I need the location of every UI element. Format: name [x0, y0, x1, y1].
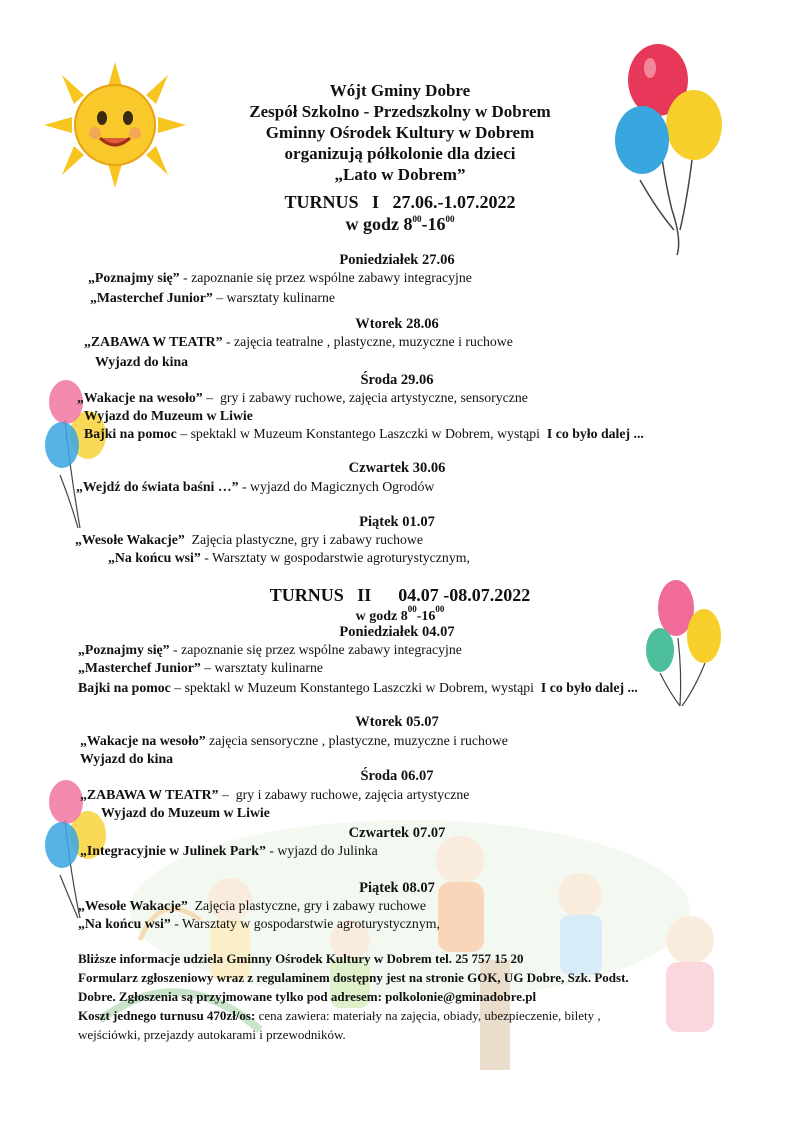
activity-title: „Integracyjnie w Julinek Park” — [80, 843, 266, 858]
activity-line — [75, 532, 423, 548]
activity-title: „Masterchef Junior” — [90, 290, 213, 305]
activity-description: – warsztaty kulinarne — [200, 660, 323, 675]
activity-title: „ZABAWA W TEATR” — [80, 787, 219, 802]
activity-title: „Wesołe Wakacje” — [78, 898, 188, 913]
activity-line — [108, 550, 470, 566]
turnus-2-hours: w godz $8^{00}-16^{00}$ — [355, 604, 445, 624]
activity-description: – gry i zabawy ruchowe, zajęcia artystyczne — [218, 787, 470, 802]
activity-description: - zapoznanie się przez wspólne zabawy integracyjne — [179, 270, 472, 285]
activity-title: „Masterchef Junior” — [78, 660, 201, 675]
footer-form-info: Formularz zgłoszeniowy wraz z regulaminem dostępny jest na stronie GOK, UG Dobre, Szk. Podst. — [78, 970, 629, 985]
activity-line — [78, 660, 323, 676]
activity-line — [78, 898, 426, 914]
activity-line — [88, 270, 472, 286]
activity-line — [80, 787, 469, 803]
day-heading: Piątek 01.07 — [359, 514, 435, 530]
activity-line — [84, 426, 644, 442]
day-heading: Wtorek 05.07 — [355, 714, 439, 730]
activity-description: - wyjazd do Magicznych Ogrodów — [238, 479, 435, 494]
activity-line — [80, 751, 173, 767]
activity-title: „Na końcu wsi” — [108, 550, 201, 565]
turnus-2-title: TURNUS II 04.07 -08.07.2022 — [269, 585, 531, 605]
balloons-icon — [640, 578, 730, 708]
activity-description: – gry i zabawy ruchowe, zajęcia artystyczne, sensoryczne — [202, 390, 528, 405]
activity-title: Bajki na pomoc — [84, 426, 177, 441]
activity-title: „Wejdź do świata baśni …” — [76, 479, 239, 494]
activity-description: - Warsztaty w gospodarstwie agroturystycznym, — [170, 916, 440, 931]
footer-contact: Bliższe informacje udziela Gminny Ośrodek Kultury w Dobrem tel. 25 757 15 20 — [78, 951, 524, 966]
activity-line — [78, 916, 440, 932]
header-program-name: „Lato w Dobrem” — [334, 165, 466, 184]
activity-title: „Poznajmy się” — [78, 642, 170, 657]
activity-line — [84, 408, 253, 424]
header-organizer-3: Gminny Ośrodek Kultury w Dobrem — [265, 123, 535, 142]
footer-cost-details: wejściówki, przejazdy autokarami i przewodników. — [78, 1027, 346, 1042]
activity-title: „ZABAWA W TEATR” — [84, 334, 223, 349]
activity-title: Bajki na pomoc — [78, 680, 171, 695]
activity-line — [101, 805, 270, 821]
footer-cost: Koszt jednego turnusu 470zł/os: cena zawiera: materiały na zajęcia, obiady, ubezpieczenie, bilety , — [78, 1008, 601, 1023]
activity-line — [78, 642, 462, 658]
header-subtitle: organizują półkolonie dla dzieci — [284, 144, 516, 163]
activity-title: „Wakacje na wesoło” — [77, 390, 203, 405]
activity-title: „Poznajmy się” — [88, 270, 180, 285]
activity-title: Wyjazd do kina — [80, 751, 174, 766]
day-heading: Wtorek 28.06 — [355, 316, 439, 332]
activity-description: - Warsztaty w gospodarstwie agroturystycznym, — [200, 550, 470, 565]
activity-title: Wyjazd do kina — [95, 354, 189, 369]
day-heading: Środa 29.06 — [360, 372, 434, 388]
activity-description: zajęcia sensoryczne , plastyczne, muzyczne i ruchowe — [205, 733, 508, 748]
day-heading: Czwartek 30.06 — [348, 460, 446, 476]
day-heading: Środa 06.07 — [360, 768, 434, 784]
activity-title: „Wakacje na wesoło” — [80, 733, 206, 748]
turnus-1-hours: w godz $8^{00}-16^{00}$ — [345, 214, 455, 234]
activity-description: – warsztaty kulinarne — [212, 290, 335, 305]
activity-description: - zajęcia teatralne , plastyczne, muzyczne i ruchowe — [222, 334, 513, 349]
activity-line — [84, 334, 513, 350]
activity-title: Wyjazd do Muzeum w Liwie — [84, 408, 253, 423]
activity-description: – spektakl w Muzeum Konstantego Laszczki w Dobrem, wystąpi — [170, 680, 538, 695]
activity-description: Zajęcia plastyczne, gry i zabawy ruchowe — [184, 532, 424, 547]
header-organizer-2: Zespół Szkolno - Przedszkolny w Dobrem — [249, 102, 551, 121]
activity-line — [77, 390, 528, 406]
header-organizer-1: Wójt Gminy Dobre — [329, 81, 471, 100]
day-heading: Piątek 08.07 — [359, 880, 435, 896]
day-heading: Poniedziałek 27.06 — [339, 252, 455, 268]
activity-line — [80, 733, 508, 749]
activity-line — [78, 680, 638, 696]
activity-line — [80, 843, 378, 859]
activity-description: Zajęcia plastyczne, gry i zabawy ruchowe — [187, 898, 427, 913]
activity-line — [90, 290, 335, 306]
performance-title: I co było dalej ... — [537, 680, 638, 695]
activity-line — [76, 479, 434, 495]
day-heading: Poniedziałek 04.07 — [339, 624, 455, 640]
turnus-1-title: TURNUS I 27.06.-1.07.2022 — [284, 192, 516, 212]
performance-title: I co było dalej ... — [543, 426, 644, 441]
activity-description: - zapoznanie się przez wspólne zabawy integracyjne — [169, 642, 462, 657]
footer-email-info: Dobre. Zgłoszenia są przyjmowane tylko pod adresem: polkolonie@gminadobre.pl — [78, 989, 537, 1004]
activity-line — [95, 354, 188, 370]
activity-description: - wyjazd do Julinka — [265, 843, 378, 858]
activity-description: – spektakl w Muzeum Konstantego Laszczki w Dobrem, wystąpi — [176, 426, 544, 441]
activity-title: „Na końcu wsi” — [78, 916, 171, 931]
day-heading: Czwartek 07.07 — [348, 825, 446, 841]
activity-title: Wyjazd do Muzeum w Liwie — [101, 805, 270, 820]
activity-title: „Wesołe Wakacje” — [75, 532, 185, 547]
